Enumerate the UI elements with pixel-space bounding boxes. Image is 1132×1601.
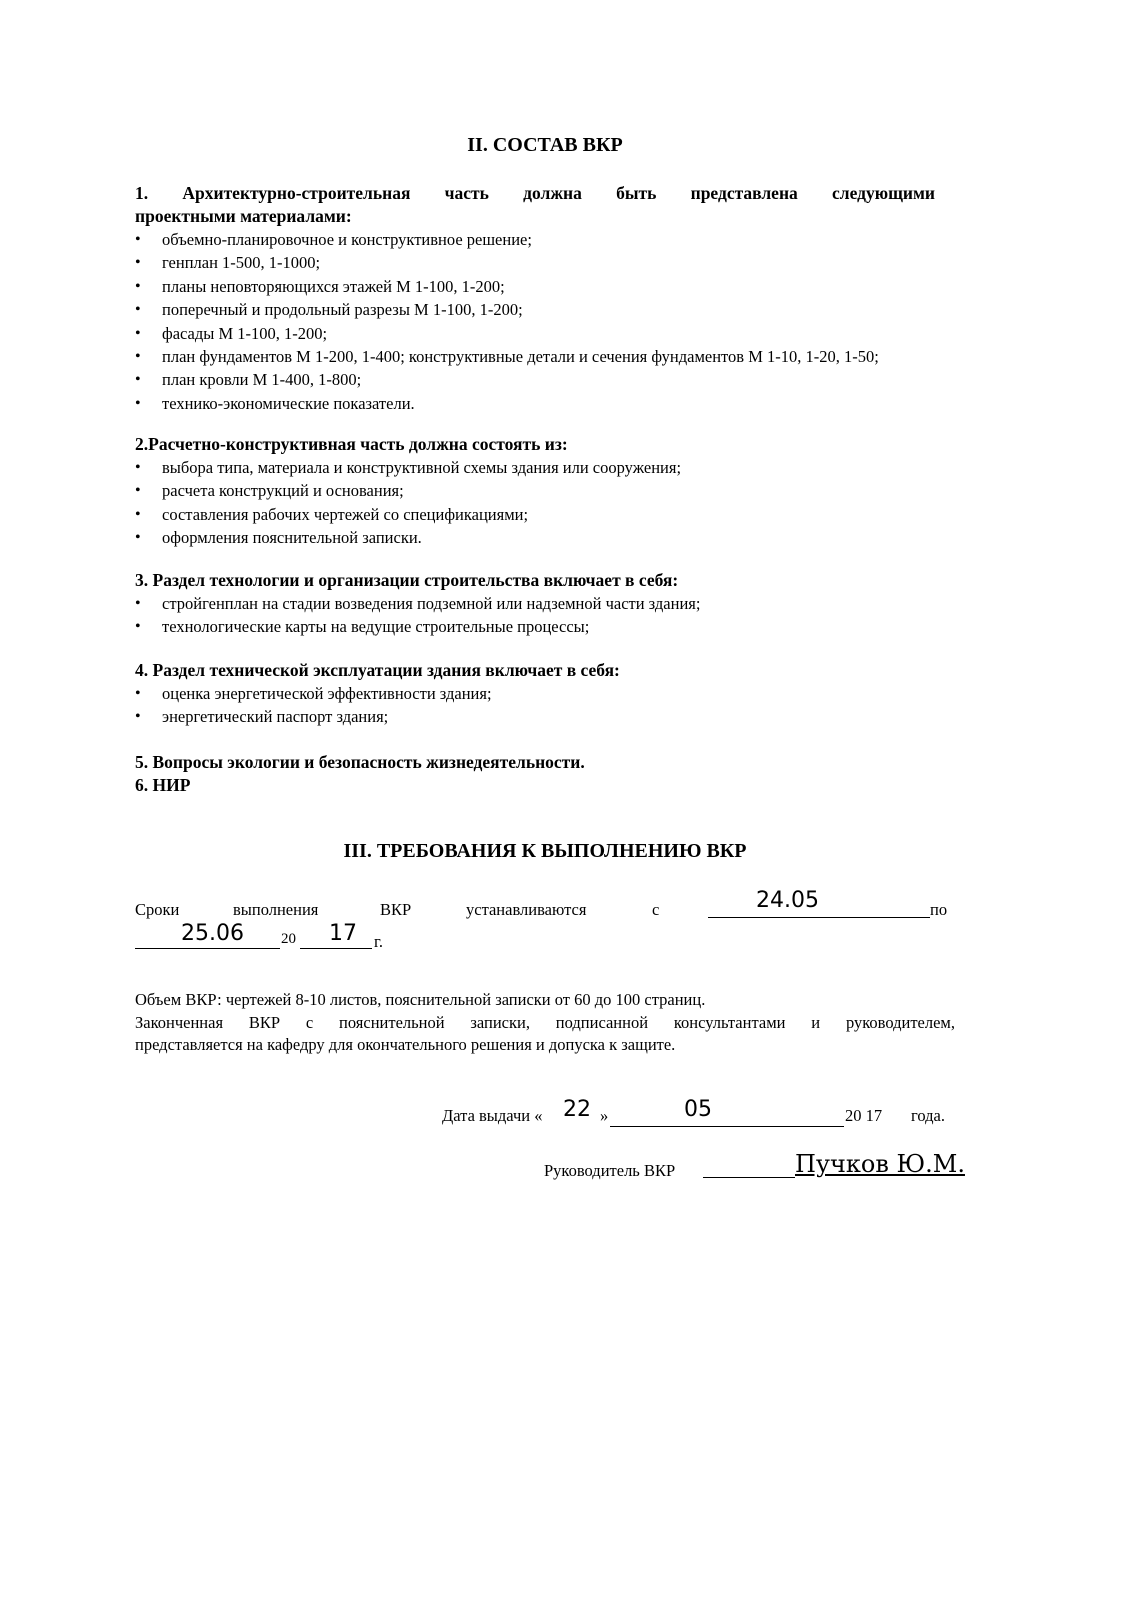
deadline-po: по	[930, 900, 948, 919]
issue-close: »	[600, 1106, 609, 1125]
issue-year: 20 17	[845, 1106, 883, 1125]
list-item: • стройгенплан на стадии возведения подземной или надземной части здания;	[135, 592, 700, 615]
list-item: • план кровли М 1-400, 1-800;	[135, 368, 879, 391]
issue-label: Дата выдачи «	[442, 1106, 543, 1125]
section-2-title: II. СОСТАВ ВКР	[467, 134, 623, 156]
section-3-title: III. ТРЕБОВАНИЯ К ВЫПОЛНЕНИЮ ВКР	[343, 840, 747, 862]
list-item: • оформления пояснительной записки.	[135, 526, 681, 549]
item-3-list	[135, 592, 700, 639]
item-5-heading: 5. Вопросы экологии и безопасность жизнедеятельности.	[135, 752, 585, 772]
year-field	[300, 922, 372, 949]
deadline-word-2: выполнения	[233, 900, 319, 919]
item-1-list	[135, 228, 879, 415]
list-item: • генплан 1-500, 1-1000;	[135, 251, 879, 274]
issue-month-field	[610, 1099, 844, 1127]
final-line-1: Законченная ВКР с пояснительной записки, подписанной консультантами и руководителем,	[135, 1013, 955, 1032]
volume-text: Объем ВКР: чертежей 8-10 листов, пояснительной записки от 60 до 100 страниц.	[135, 990, 706, 1009]
item-2-heading: 2.Расчетно-конструктивная часть должна состоять из:	[135, 434, 568, 454]
deadline-word-3: ВКР	[380, 900, 412, 919]
year-g: г.	[374, 932, 384, 951]
year-suffix: 17	[329, 921, 357, 946]
deadline-word-5: с	[652, 900, 660, 919]
list-item: • технико-экономические показатели.	[135, 392, 879, 415]
list-item: • план фундаментов М 1-200, 1-400; конструктивные детали и сечения фундаментов М 1-10, 1-20, 1-50;	[135, 345, 879, 368]
deadline-word-4: устанавливаются	[466, 900, 587, 919]
item-3-heading: 3. Раздел технологии и организации строительства включает в себя:	[135, 570, 679, 590]
list-item: • расчета конструкций и основания;	[135, 479, 681, 502]
final-paragraph	[135, 1012, 955, 1056]
item-1-heading-line2: проектными материалами:	[135, 206, 352, 226]
final-line-2: представляется на кафедру для окончательного решения и допуска к защите.	[135, 1035, 676, 1054]
list-item: • составления рабочих чертежей со спецификациями;	[135, 503, 681, 526]
deadline-word-1: Сроки	[135, 900, 180, 919]
year-prefix: 20	[281, 931, 296, 947]
list-item: • планы неповторяющихся этажей М 1-100, 1-200;	[135, 275, 879, 298]
item-2-list	[135, 456, 681, 550]
item-4-heading: 4. Раздел технической эксплуатации здания включает в себя:	[135, 660, 620, 680]
item-1-heading-line1: 1. Архитектурно-строительная часть должна быть представлена следующими	[135, 183, 935, 203]
end-date-field	[135, 922, 280, 949]
issue-month: 05	[684, 1097, 712, 1122]
start-date: 24.05	[756, 888, 819, 913]
supervisor-name: Пучков Ю.М.	[795, 1150, 965, 1178]
issue-day: 22	[563, 1097, 591, 1122]
list-item: • оценка энергетической эффективности здания;	[135, 682, 492, 705]
signature-line	[703, 1150, 795, 1178]
supervisor-label: Руководитель ВКР	[544, 1161, 676, 1180]
list-item: • энергетический паспорт здания;	[135, 705, 492, 728]
list-item: • технологические карты на ведущие строительные процессы;	[135, 615, 700, 638]
item-1-heading	[135, 182, 935, 228]
issue-suffix: года.	[911, 1106, 945, 1125]
list-item: • поперечный и продольный разрезы М 1-100, 1-200;	[135, 298, 879, 321]
item-6-heading: 6. НИР	[135, 775, 191, 795]
list-item: • объемно-планировочное и конструктивное решение;	[135, 228, 879, 251]
list-item: • фасады М 1-100, 1-200;	[135, 322, 879, 345]
end-date: 25.06	[181, 921, 244, 946]
supervisor-name-field	[795, 1150, 965, 1178]
start-date-field	[708, 890, 930, 918]
list-item: • выбора типа, материала и конструктивной схемы здания или сооружения;	[135, 456, 681, 479]
item-4-list	[135, 682, 492, 729]
